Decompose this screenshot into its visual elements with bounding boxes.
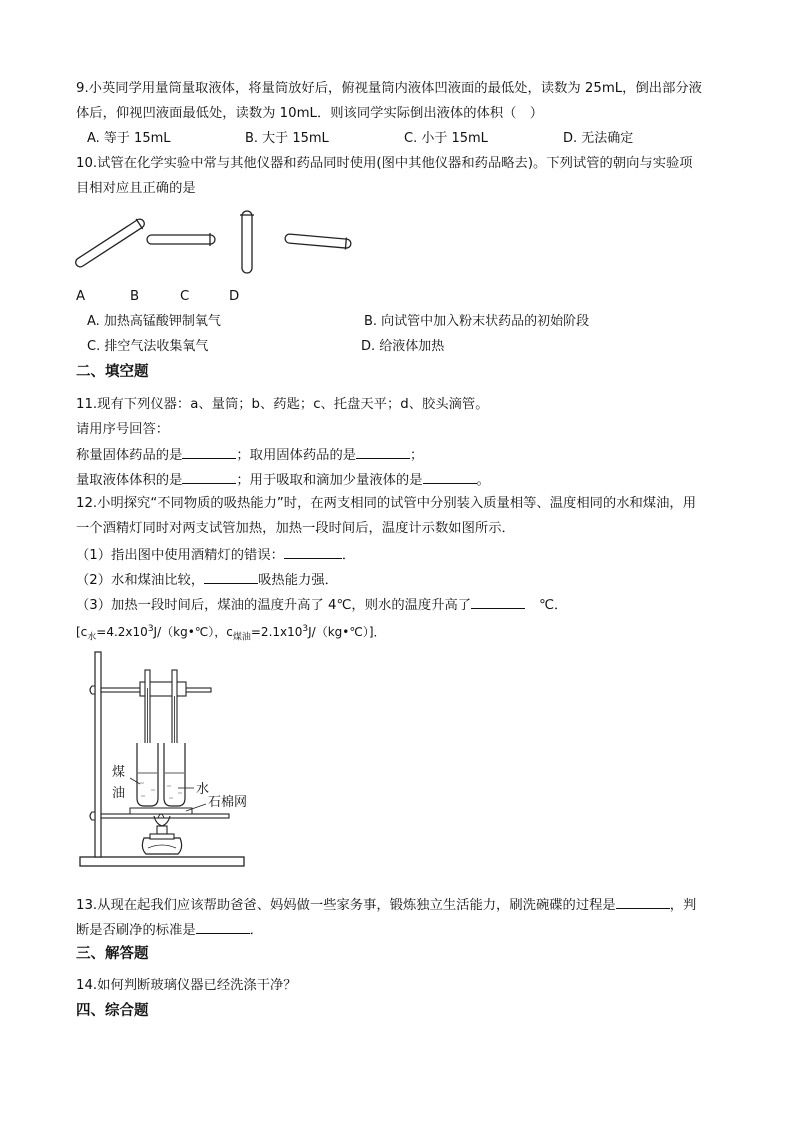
q10-line2: 目相对应且正确的是 — [76, 181, 196, 196]
q13-line2-text-a: 断是否刷净的标准是 — [76, 923, 196, 938]
asbestos-gauze — [130, 808, 192, 814]
heating-apparatus-figure — [74, 648, 274, 870]
q10-option-b: B. 向试管中加入粉末状药品的初始阶段 — [364, 314, 590, 329]
q9-option-c: C. 小于 15mL — [404, 131, 488, 146]
q11-line4-text-a: 量取液体体积的是 — [76, 473, 183, 488]
section-comprehensive-title: 四、综合题 — [76, 1003, 149, 1019]
q10-figure-label-c: C — [180, 289, 190, 304]
section-answer-title: 三、解答题 — [76, 946, 149, 962]
test-tube-water — [164, 743, 185, 806]
q13-line1 — [76, 894, 696, 916]
q11-line4 — [76, 469, 490, 491]
q10-figure-label-b: B — [130, 289, 140, 304]
q12-line1: 12.小明探究“不同物质的吸热能力”时，在两支相同的试管中分别装入质量相等、温度相同的水和煤油，用 — [76, 496, 696, 511]
q11-line3-text-c: ； — [410, 448, 424, 463]
q12-const-oil-sub: 煤油 — [232, 632, 251, 643]
q12-const-exp-1: 3 — [147, 624, 154, 634]
q11-line2: 请用序号回答： — [76, 422, 170, 437]
q10-line1: 10.试管在化学实验中常与其他仪器和药品同时使用(图中其他仪器和药品略去)。下列试管的朝向与实验项 — [76, 156, 693, 171]
q12-constants — [76, 619, 386, 647]
tube-b — [147, 233, 215, 246]
q11-blank-take-solid[interactable] — [356, 444, 410, 459]
tube-a — [73, 216, 147, 270]
q12-blank-lamp-error[interactable] — [284, 544, 342, 559]
q13-blank-standard[interactable] — [196, 919, 250, 934]
q10-option-d: D. 给液体加热 — [361, 339, 445, 354]
label-oil-bottom: 油 — [112, 786, 126, 801]
q9-line2: 体后，仰视凹液面最低处，读数为 10mL．则该同学实际倒出液体的体积（ ） — [76, 106, 544, 121]
tube-d — [285, 232, 352, 250]
q13-line1-text-a: 13.从现在起我们应该帮助爸爸、妈妈做一些家务事，锻炼独立生活能力，刷洗碗碟的过程是 — [76, 898, 616, 913]
q12-sub3-text-a: （3）加热一段时间后，煤油的温度升高了 4℃，则水的温度升高了 — [76, 598, 472, 613]
q11-blank-measure-liquid[interactable] — [182, 469, 236, 484]
q12-sub2-text-a: （2）水和煤油比较， — [76, 573, 205, 588]
q11-blank-weigh-solid[interactable] — [182, 444, 236, 459]
q9-option-b: B. 大于 15mL — [245, 131, 329, 146]
q9-option-a: A. 等于 15mL — [87, 131, 171, 146]
gauze-ring — [101, 814, 229, 818]
q12-const-water-sub: 水 — [87, 632, 97, 643]
q12-sub2 — [76, 569, 338, 591]
q12-sub1-text-a: （1）指出图中使用酒精灯的错误： — [76, 548, 284, 563]
q13-line1-text-b: ，判 — [669, 898, 697, 913]
stand-rod — [95, 652, 101, 857]
q11-blank-dropper[interactable] — [423, 469, 477, 484]
q12-blank-water-temp[interactable] — [471, 594, 525, 609]
q12-sub2-text-b: 吸热能力强． — [258, 573, 338, 588]
q14-line1: 14.如何判断玻璃仪器已经洗涤干净？ — [76, 978, 297, 993]
q10-option-a: A. 加热高锰酸钾制氧气 — [87, 314, 221, 329]
q12-sub3 — [76, 594, 567, 616]
q11-line3-text-b: ；取用固体药品的是 — [236, 448, 357, 463]
q12-const-c: [c — [76, 625, 88, 639]
test-tube-oil — [137, 743, 158, 806]
q12-blank-heat-capacity[interactable] — [204, 569, 258, 584]
label-water: 水 — [196, 782, 210, 797]
q12-sub3-text-b: ℃． — [539, 598, 568, 613]
label-gauze: 石棉网 — [208, 795, 248, 810]
q12-const-oil-val: =2.1x10 — [250, 625, 303, 639]
test-tube-orientation-figure — [70, 205, 370, 280]
q12-const-unit1: J/（kg•℃），c — [153, 625, 233, 639]
section-fill-in-title: 二、填空题 — [76, 364, 149, 380]
q13-blank-process[interactable] — [616, 894, 670, 909]
q13-line2-text-b: ． — [249, 923, 263, 938]
q11-line1: 11.现有下列仪器：a、量筒；b、药匙；c、托盘天平；d、胶头滴管。 — [76, 397, 489, 412]
q12-const-water-val: =4.2x10 — [96, 625, 148, 639]
q11-line3 — [76, 444, 423, 466]
label-oil-top: 煤 — [112, 765, 126, 780]
q12-const-exp-2: 3 — [302, 624, 309, 634]
q10-figure-label-d: D — [229, 289, 240, 304]
q9-option-d: D. 无法确定 — [563, 131, 634, 146]
q11-line3-text-a: 称量固体药品的是 — [76, 448, 183, 463]
q11-line4-text-c: 。 — [476, 473, 490, 488]
q12-const-unit2: J/（kg•℃）]． — [308, 625, 386, 639]
q12-sub1 — [76, 544, 355, 566]
q10-figure-label-a: A — [76, 289, 86, 304]
stand-base — [80, 857, 244, 866]
alcohol-lamp — [142, 838, 181, 854]
q11-line4-text-b: ；用于吸取和滴加少量液体的是 — [236, 473, 423, 488]
q12-sub1-text-b: ． — [341, 548, 356, 563]
q10-option-c: C. 排空气法收集氧气 — [87, 339, 209, 354]
q12-line2: 一个酒精灯同时对两支试管加热，加热一段时间后，温度计示数如图所示． — [76, 521, 515, 536]
q13-line2 — [76, 919, 263, 941]
tube-c — [240, 211, 254, 273]
q9-line1: 9.小英同学用量筒量取液体，将量筒放好后，俯视量筒内液体凹液面的最低处，读数为 25mL，倒出部分液 — [76, 81, 702, 96]
